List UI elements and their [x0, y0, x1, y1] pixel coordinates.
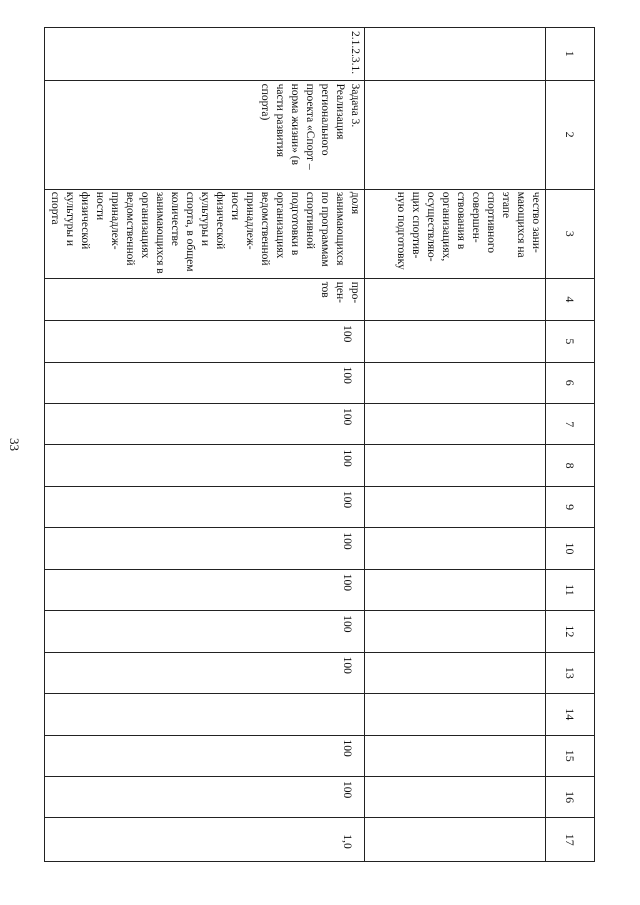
- value-cell: 100: [341, 532, 353, 550]
- header-cell: 4: [546, 278, 595, 320]
- header-cell: 1: [546, 28, 595, 81]
- table-row: [365, 28, 546, 862]
- task-name: Задача 3. Реализация регионального проекта «Спорт – норма жизни» (в части развития спорта): [259, 83, 361, 170]
- table-cell: [45, 818, 365, 862]
- value-cell: 100: [341, 656, 353, 674]
- header-cell: 7: [546, 404, 595, 445]
- header-cell: 12: [546, 611, 595, 652]
- header-cell: 15: [546, 735, 595, 776]
- indicator-name: доля занимающихся по программам спортивной подготовки в организациях ведомственной принадлеж- ности физической культуры и спорта, в общем количестве занимающихся в организациях ведомственной принадлеж- ности физической культуры и спорта: [49, 191, 361, 274]
- header-cell: 17: [546, 818, 595, 862]
- table-cell: [365, 694, 546, 735]
- value-cell: [354, 694, 364, 734]
- table-cell: [45, 404, 365, 445]
- value-cell: 100: [341, 449, 353, 467]
- header-cell: 2: [546, 80, 595, 189]
- value-cell: 100: [341, 780, 353, 799]
- value-cell: 100: [341, 408, 353, 426]
- value-cell: 100: [341, 490, 353, 509]
- page-number: 33: [7, 438, 22, 451]
- table-cell: [45, 652, 365, 693]
- table-cell: [365, 445, 546, 486]
- table-cell: [365, 735, 546, 776]
- value-cell: 100: [341, 615, 353, 633]
- header-row: [546, 28, 595, 862]
- header-cell: 9: [546, 486, 595, 527]
- value-cell: 1,0: [341, 834, 353, 849]
- header-cell: 6: [546, 362, 595, 403]
- header-cell: 16: [546, 776, 595, 817]
- table-cell: [365, 569, 546, 610]
- table-cell: [45, 362, 365, 403]
- value-cell: 100: [341, 573, 353, 592]
- table-cell: [365, 652, 546, 693]
- table-cell: [365, 362, 546, 403]
- table-cell: [365, 189, 546, 278]
- table-cell: [45, 776, 365, 817]
- table-cell: [45, 278, 365, 320]
- value-cell: 100: [341, 366, 353, 384]
- table-cell: [45, 28, 365, 81]
- table-cell: [365, 611, 546, 652]
- header-cell: 10: [546, 528, 595, 569]
- unit-of-measure: про- цен- тов: [319, 281, 361, 304]
- header-cell: 11: [546, 569, 595, 610]
- table-cell: [45, 528, 365, 569]
- value-cell: 100: [341, 739, 353, 757]
- table-cell: [365, 80, 546, 189]
- table-cell: [45, 80, 365, 189]
- table-cell: [45, 694, 365, 735]
- table-cell: [365, 28, 546, 81]
- indicators-table: [44, 27, 595, 862]
- value-cell: 100: [341, 325, 353, 343]
- table-cell: [45, 445, 365, 486]
- indicator-text-continued: чество зани- мающихся на этапе спортивного совершен- ствования в организациях, осуществляю- щих спортив- ную подготовку: [395, 191, 542, 270]
- table-cell: [365, 528, 546, 569]
- rotated-table-container: [49, 27, 595, 862]
- table-cell: [365, 321, 546, 362]
- table-cell: [45, 611, 365, 652]
- table-cell: [365, 486, 546, 527]
- table-row: [45, 28, 365, 862]
- table-cell: [45, 735, 365, 776]
- header-cell: 5: [546, 321, 595, 362]
- table-cell: [45, 486, 365, 527]
- table-cell: [365, 776, 546, 817]
- header-cell: 8: [546, 445, 595, 486]
- table-cell: [45, 321, 365, 362]
- header-cell: 3: [546, 189, 595, 278]
- header-cell: 14: [546, 694, 595, 735]
- header-cell: 13: [546, 652, 595, 693]
- table-cell: [365, 278, 546, 320]
- item-number: 2.1.2.3.1.: [349, 31, 361, 75]
- table-cell: [365, 404, 546, 445]
- table-cell: [45, 569, 365, 610]
- table-cell: [45, 189, 365, 278]
- table-cell: [365, 818, 546, 862]
